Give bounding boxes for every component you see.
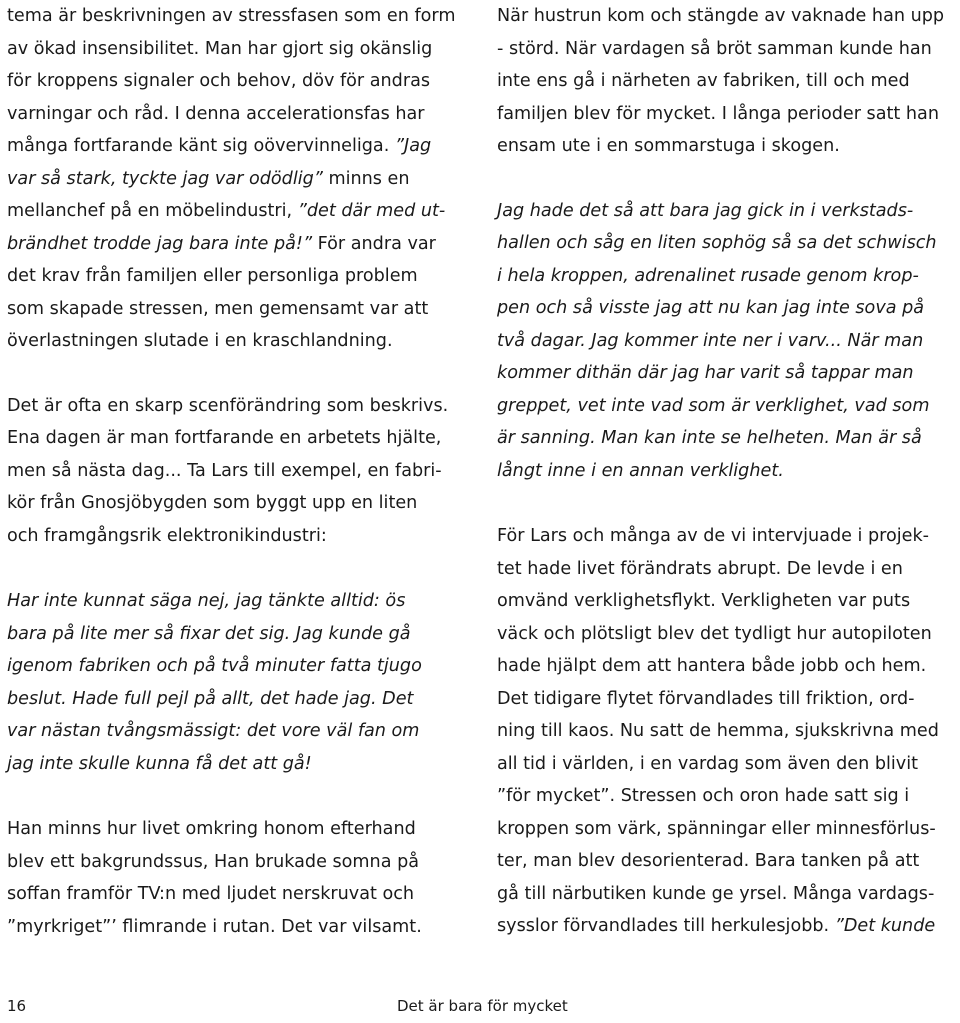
text: varningar och råd. I denna accelerationsfas har [7, 103, 425, 124]
text-line [497, 748, 960, 781]
text: ter, man blev desorienterad. Bara tanken på att [497, 851, 920, 871]
italic-text: kommer dithän där jag har varit så tappar man [497, 363, 914, 383]
text-line [7, 455, 477, 488]
text: det krav från familjen eller personliga problem [7, 266, 418, 286]
text-line [497, 0, 960, 33]
italic-text: igenom fabriken och på två minuter fatta tjugo [7, 656, 422, 676]
text-line [497, 65, 960, 98]
text-line [497, 260, 960, 293]
running-title: Det är bara för mycket [397, 997, 568, 1015]
text-line [7, 487, 477, 520]
text: omvänd verklighetsflykt. Verkligheten var puts [497, 591, 911, 611]
text-line [497, 33, 960, 66]
quote-paragraph [497, 195, 960, 488]
text: gå till närbutiken kunde ge yrsel. Många vardags- [497, 883, 935, 904]
text-line [7, 683, 477, 716]
text-line [7, 65, 477, 98]
text-line [7, 813, 477, 846]
italic-text: ”Det kunde [834, 916, 936, 936]
italic-text: ”det där med ut- [297, 201, 446, 221]
text: minns en [322, 168, 410, 189]
italic-text: Jag hade det så att bara jag gick in i verkstads- [497, 200, 914, 221]
text: ensam ute i en sommarstuga i skogen. [497, 136, 840, 156]
italic-text: är sanning. Man kan inte se helheten. Man är så [497, 428, 922, 448]
text-line [497, 227, 960, 260]
text-line [497, 683, 960, 716]
text-line [497, 650, 960, 683]
quote-paragraph [7, 585, 477, 780]
text-line [7, 846, 477, 879]
italic-text: bara på lite mer så fixar det sig. Jag kunde gå [7, 623, 411, 644]
text-line [7, 293, 477, 326]
paragraph [7, 0, 477, 358]
text-line [7, 520, 477, 553]
text-line [7, 715, 477, 748]
italic-text: två dagar. Jag kommer inte ner i varv... När man [497, 330, 924, 351]
text: som skapade stressen, men gemensamt var att [7, 298, 429, 319]
text-line [7, 325, 477, 358]
text: När hustrun kom och stängde av vaknade han upp [497, 6, 945, 26]
italic-text: var nästan tvångsmässigt: det vore väl fan om [7, 721, 420, 741]
text: ning till kaos. Nu satt de hemma, sjukskrivna med [497, 721, 939, 741]
text-line [497, 357, 960, 390]
text-line [497, 455, 960, 488]
paragraph [497, 0, 960, 163]
paragraph [497, 520, 960, 943]
text-line [497, 910, 960, 943]
text: många fortfarande känt sig oövervinneliga. [7, 136, 395, 156]
text: Han minns hur livet omkring honom efterhand [7, 819, 416, 839]
italic-text: greppet, vet inte vad som är verklighet, vad som [497, 395, 930, 416]
text-line [497, 553, 960, 586]
text-line [497, 325, 960, 358]
text: ”myrkriget”’ flimrande i rutan. Det var vilsamt. [7, 916, 422, 937]
text: för kroppens signaler och behov, döv för andras [7, 71, 431, 91]
text: För Lars och många av de vi intervjuade i projek- [497, 526, 930, 546]
italic-text: i hela kroppen, adrenalinet rusade genom krop- [497, 265, 919, 286]
italic-text: beslut. Hade full pejl på allt, det hade jag. Det [7, 688, 414, 709]
text: tet hade livet förändrats abrupt. De levde i en [497, 558, 903, 579]
text: inte ens gå i närheten av fabriken, till och med [497, 71, 910, 91]
text: För andra var [312, 233, 436, 254]
text-line [7, 585, 477, 618]
text-line [7, 878, 477, 911]
text-line [497, 813, 960, 846]
text: blev ett bakgrundssus, Han brukade somna på [7, 851, 420, 872]
right-column [497, 0, 960, 943]
paragraph [7, 390, 477, 553]
text: familjen blev för mycket. I långa perioder satt han [497, 103, 939, 124]
italic-text: var så stark, tyckte jag var odödlig” [7, 168, 323, 189]
text-line [497, 780, 960, 813]
text: - störd. När vardagen så bröt samman kunde han [497, 38, 932, 59]
text: Det tidigare flytet förvandlades till friktion, ord- [497, 688, 915, 709]
text-line [7, 748, 477, 781]
text-line [7, 650, 477, 683]
text-line [497, 845, 960, 878]
italic-text: Har inte kunnat säga nej, jag tänkte alltid: ös [7, 591, 406, 611]
text: sysslor förvandlades till herkulesjobb. [497, 916, 835, 936]
italic-text: jag inte skulle kunna få det att gå! [7, 753, 312, 774]
text: kroppen som värk, spänningar eller minnesförlus- [497, 818, 936, 839]
paragraph [7, 813, 477, 943]
text-line [7, 130, 477, 163]
italic-text: pen och så visste jag att nu kan jag inte sova på [497, 298, 925, 318]
text: Det är ofta en skarp scenförändring som beskrivs. [7, 395, 449, 416]
text-line [7, 911, 477, 944]
left-column [7, 0, 477, 943]
text-line [497, 520, 960, 553]
page-number: 16 [7, 997, 27, 1015]
italic-text: ”Jag [394, 136, 432, 156]
text: all tid i världen, i en vardag som även den blivit [497, 753, 918, 774]
text: soffan framför TV:n med ljudet nerskruvat och [7, 884, 415, 904]
text-line [7, 195, 477, 228]
italic-text: brändhet trodde jag bara inte på!” [7, 233, 313, 254]
text-line [7, 618, 477, 651]
text: Ena dagen är man fortfarande en arbetets hjälte, [7, 428, 442, 448]
text-line [7, 163, 477, 196]
text: hade hjälpt dem att hantera både jobb och hem. [497, 656, 927, 676]
text-line [497, 585, 960, 618]
italic-text: hallen och såg en liten sophög så sa det schwisch [497, 233, 937, 253]
text: av ökad insensibilitet. Man har gjort sig okänslig [7, 38, 433, 59]
text-line [7, 33, 477, 66]
text-line [497, 618, 960, 651]
text-line [497, 422, 960, 455]
text: och framgångsrik elektronikindustri: [7, 525, 327, 546]
italic-text: långt inne i en annan verklighet. [497, 460, 784, 481]
text: tema är beskrivningen av stressfasen som en form [7, 6, 456, 26]
text: men så nästa dag... Ta Lars till exempel, en fabri- [7, 460, 442, 481]
text-line [497, 195, 960, 228]
text-line [497, 390, 960, 423]
text: överlastningen slutade i en kraschlandning. [7, 331, 393, 351]
text-line [7, 390, 477, 423]
text-line [7, 422, 477, 455]
text: kör från Gnosjöbygden som byggt upp en liten [7, 493, 418, 513]
text-line [497, 130, 960, 163]
text-line [497, 878, 960, 911]
text-line [497, 292, 960, 325]
text: ”för mycket”. Stressen och oron hade satt sig i [497, 786, 910, 806]
text: väck och plötsligt blev det tydligt hur autopiloten [497, 623, 932, 644]
text-line [7, 98, 477, 131]
text-line [497, 98, 960, 131]
text: mellanchef på en möbelindustri, [7, 201, 298, 221]
text-line [7, 0, 477, 33]
text-line [7, 228, 477, 261]
text-line [7, 260, 477, 293]
text-line [497, 715, 960, 748]
